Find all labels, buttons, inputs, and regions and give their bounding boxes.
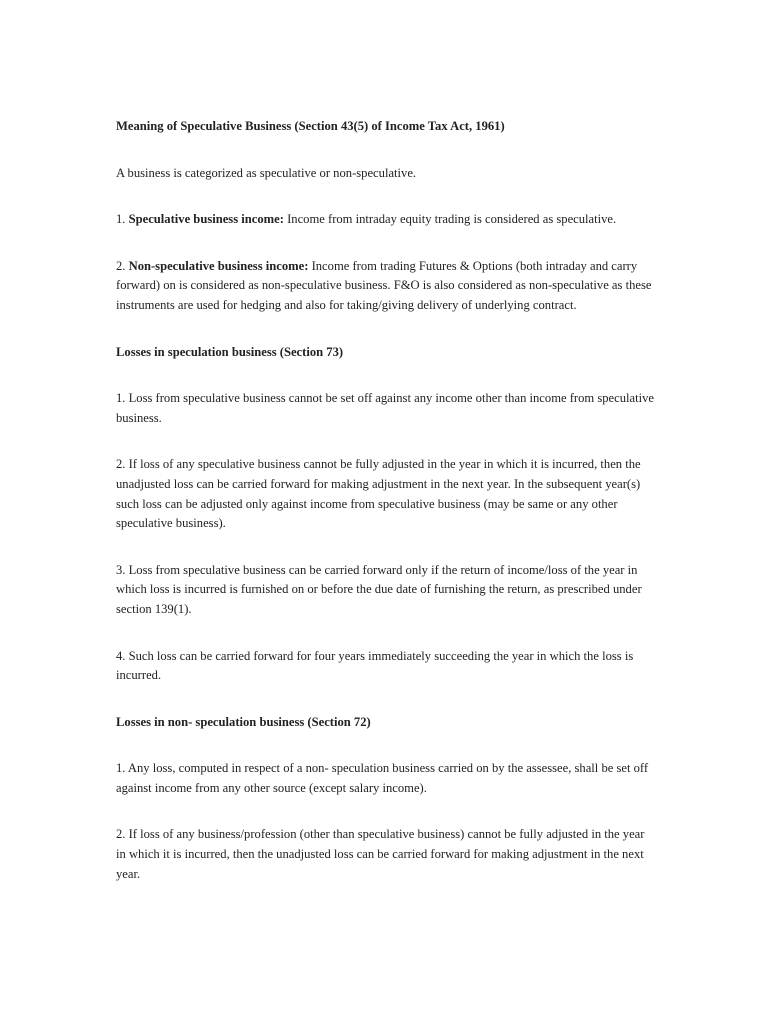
point-lead: Speculative business income:	[128, 212, 284, 227]
point-text: Income from trading Futures & Options (both intraday and carry forward) on is considered as non-speculative business. F&O is also considered as non-speculative as these instruments are used for hedging and also for taking/giving delivery of underlying contract.	[116, 258, 652, 312]
section-73-heading: Losses in speculation business (Section 73)	[116, 344, 344, 359]
point-number: 2.	[116, 258, 129, 273]
speculative-income-point	[116, 210, 656, 230]
section-72-item: 1. Any loss, computed in respect of a non- speculation business carried on by the assessee, shall be set off against income from any other source (except salary income).	[116, 761, 649, 795]
section-73-item: 1. Loss from speculative business cannot be set off against any income other than income from speculative business.	[116, 391, 655, 425]
non-speculative-income-point	[116, 257, 656, 316]
section-72-item: 2. If loss of any business/profession (other than speculative business) cannot be fully adjusted in the year in which it is incurred, then the unadjusted loss can be carried forward for making adjustment in the next year.	[116, 827, 645, 881]
section-73-item: 3. Loss from speculative business can be carried forward only if the return of income/loss of the year in which loss is incurred is furnished on or before the due date of furnishing the return, as prescribed under section 139(1).	[116, 562, 642, 616]
intro-paragraph: A business is categorized as speculative or non-speculative.	[116, 165, 417, 180]
point-number: 1.	[116, 212, 129, 227]
point-text: Income from intraday equity trading is considered as speculative.	[283, 212, 617, 227]
document-title: Meaning of Speculative Business (Section 43(5) of Income Tax Act, 1961)	[116, 119, 505, 133]
document-page	[116, 117, 656, 911]
section-72-heading: Losses in non- speculation business (Section 72)	[116, 714, 371, 729]
point-lead: Non-speculative business income:	[128, 258, 309, 273]
section-73-item: 2. If loss of any speculative business cannot be fully adjusted in the year in which it is incurred, then the unadjusted loss can be carried forward for making adjustment in the next year. In the subsequent year(s) such loss can be adjusted only against income from speculative business (may be same or any other speculative business).	[116, 457, 641, 531]
section-73-item: 4. Such loss can be carried forward for four years immediately succeeding the year in which the loss is incurred.	[116, 648, 634, 683]
